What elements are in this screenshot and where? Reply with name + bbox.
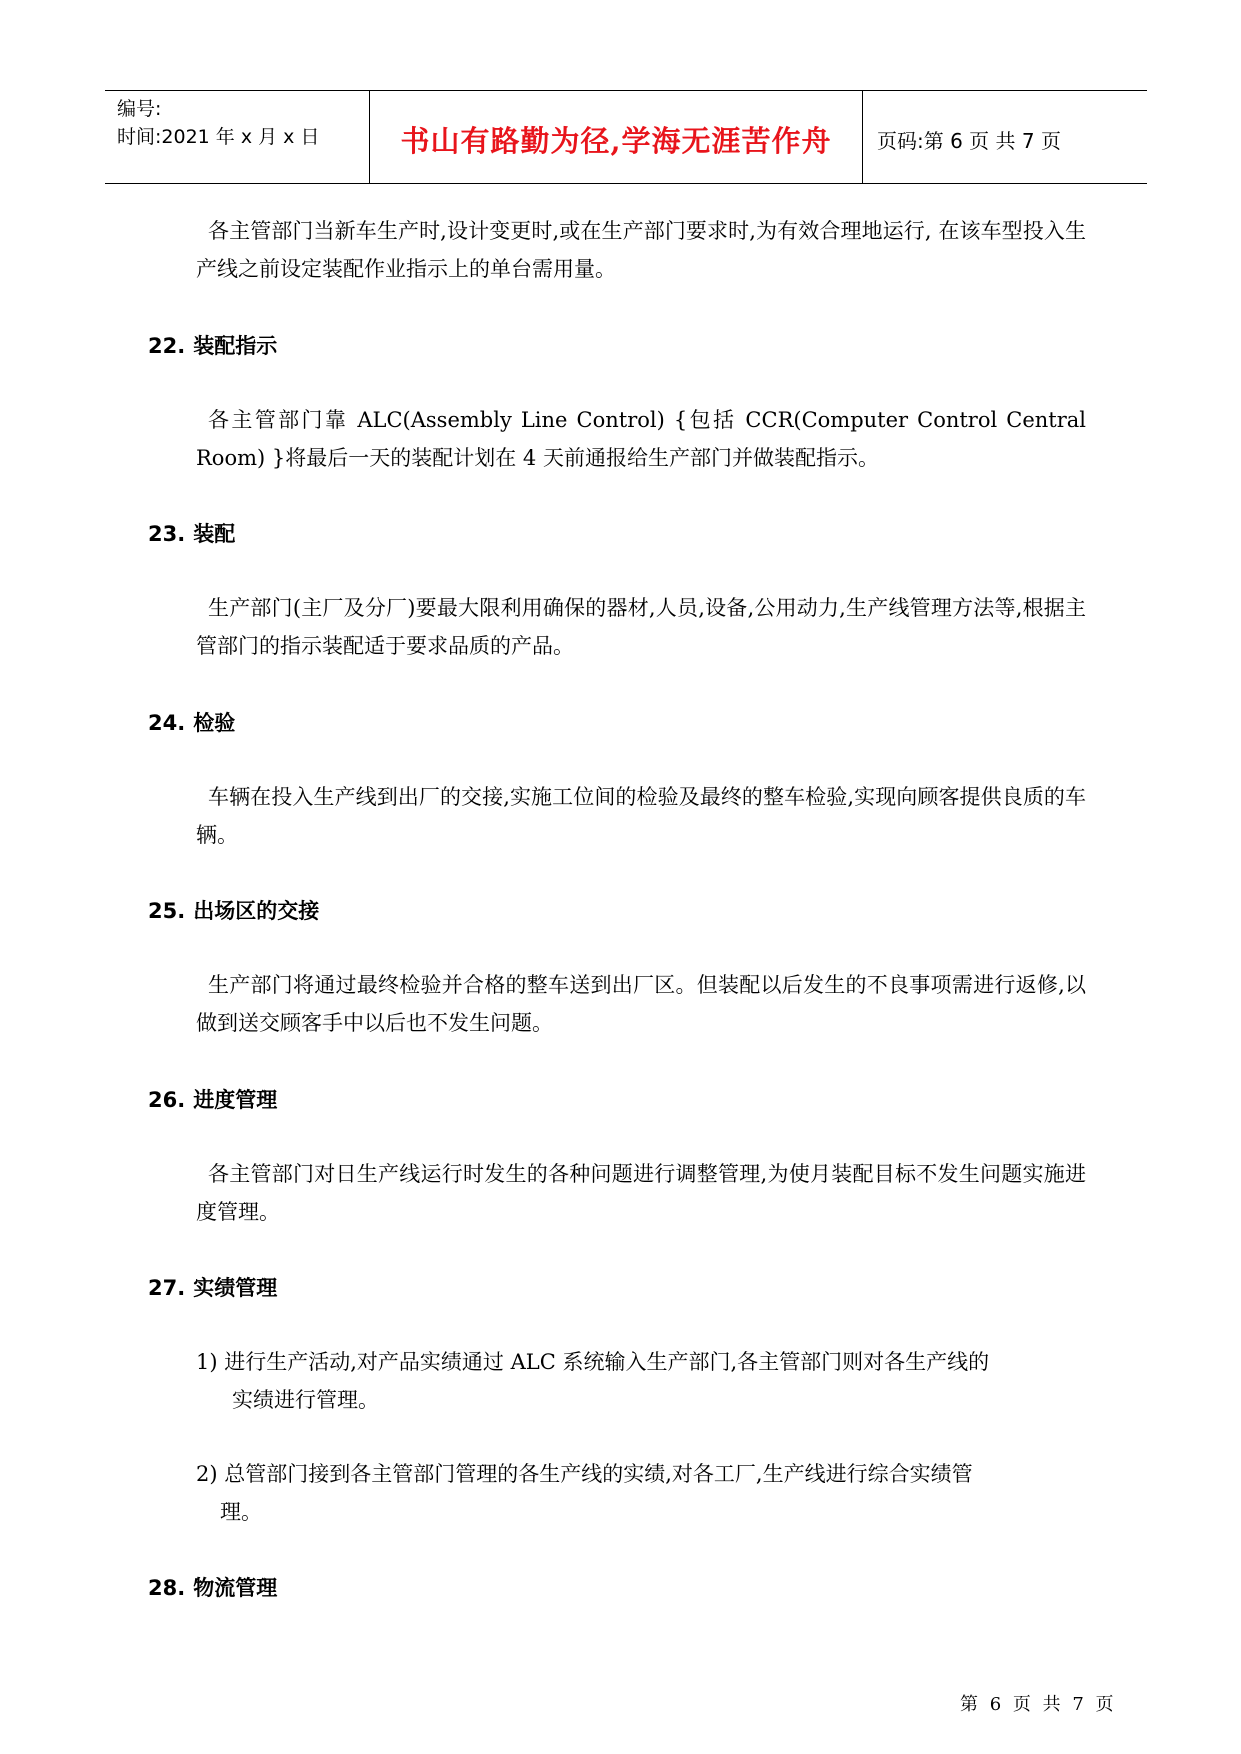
section-heading-27 [148, 1272, 277, 1302]
section-heading-25 [148, 895, 319, 925]
section-number: 27. [148, 1276, 186, 1300]
header-motto: 书山有路勤为径,学海无涯苦作舟 [370, 91, 863, 183]
list-line-continued: 理。 [220, 1500, 262, 1524]
section-title: 出场区的交接 [193, 899, 320, 923]
page-header [105, 90, 1147, 184]
list-item-text [196, 1455, 1086, 1531]
list-line: 进行生产活动,对产品实绩通过 ALC 系统输入生产部门,各主管部门则对各生产线的 [224, 1350, 990, 1374]
section-paragraph: 生产部门将通过最终检验并合格的整车送到出厂区。但装配以后发生的不良事项需进行返修,以做到送交顾客手中以后也不发生问题。 [196, 973, 1086, 1035]
intro-paragraph: 各主管部门当新车生产时,设计变更时,或在生产部门要求时,为有效合理地运行, 在该车型投入生产线之前设定装配作业指示上的单台需用量。 [196, 219, 1086, 281]
intro-paragraph-block [196, 212, 1086, 288]
section-number: 24. [148, 711, 186, 735]
section-number: 26. [148, 1088, 186, 1112]
list-item-27-1 [196, 1343, 1086, 1419]
section-title: 物流管理 [193, 1576, 278, 1600]
section-heading-26 [148, 1084, 277, 1114]
section-number: 23. [148, 522, 186, 546]
document-time-label: 时间:2021 年 x 月 x 日 [117, 126, 320, 148]
page-footer: 第 6 页 共 7 页 [960, 1694, 1114, 1715]
header-meta [105, 91, 370, 183]
section-body-25 [196, 966, 1086, 1042]
list-marker: 2) [196, 1462, 218, 1486]
list-marker: 1) [196, 1350, 218, 1374]
section-heading-22 [148, 330, 277, 360]
list-item-27-2 [196, 1455, 1086, 1531]
section-title: 实绩管理 [193, 1276, 278, 1300]
section-number: 28. [148, 1576, 186, 1600]
section-title: 装配指示 [193, 334, 278, 358]
section-heading-24 [148, 707, 235, 737]
section-body-22 [196, 401, 1086, 477]
section-body-23 [196, 589, 1086, 665]
header-page-number: 页码:第 6 页 共 7 页 [877, 128, 1061, 153]
list-line-continued: 实绩进行管理。 [232, 1388, 379, 1412]
section-paragraph: 各主管部门靠 ALC(Assembly Line Control) {包括 CCR(Computer Control Central Room) }将最后一天的装配计划在 4 天前通报给生产部门并做装配指示。 [196, 408, 1086, 470]
section-title: 进度管理 [193, 1088, 278, 1112]
section-paragraph: 各主管部门对日生产线运行时发生的各种问题进行调整管理,为使月装配目标不发生问题实施进度管理。 [196, 1162, 1086, 1224]
section-number: 25. [148, 899, 186, 923]
list-line: 总管部门接到各主管部门管理的各生产线的实绩,对各工厂,生产线进行综合实绩管 [224, 1462, 973, 1486]
section-heading-23 [148, 518, 235, 548]
section-body-26 [196, 1155, 1086, 1231]
document-number-label: 编号: [117, 98, 162, 120]
section-number: 22. [148, 334, 186, 358]
section-title: 检验 [193, 711, 236, 735]
section-body-24 [196, 778, 1086, 854]
section-paragraph: 车辆在投入生产线到出厂的交接,实施工位间的检验及最终的整车检验,实现向顾客提供良质的车辆。 [196, 785, 1086, 847]
section-paragraph: 生产部门(主厂及分厂)要最大限利用确保的器材,人员,设备,公用动力,生产线管理方法等,根据主管部门的指示装配适于要求品质的产品。 [196, 596, 1086, 658]
section-title: 装配 [193, 522, 236, 546]
list-item-text [196, 1343, 1086, 1419]
section-heading-28 [148, 1572, 277, 1602]
